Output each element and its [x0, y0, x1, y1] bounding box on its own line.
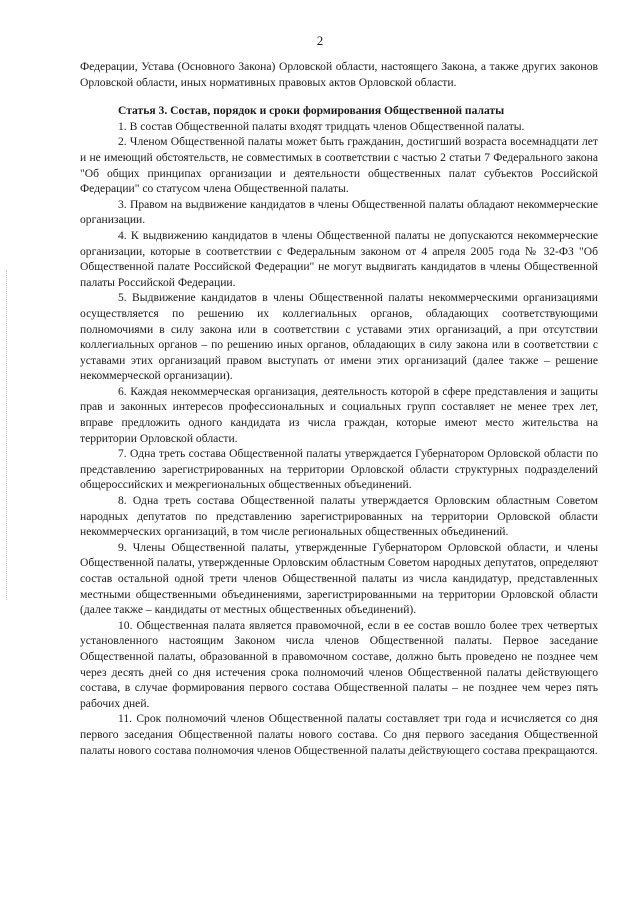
- page-number: 2: [316, 33, 324, 48]
- article-item-8: 8. Одна треть состава Общественной палаты утверждается Орловским областным Советом народных депутатов по представлению зарегистрированных на территории Орловской области некоммерческих организаций, в том числе региональных общественных объединений.: [80, 494, 598, 539]
- article-item-2: 2. Членом Общественной палаты может быть гражданин, достигший возраста восемнадцати лет и не имеющий обстоятельств, не совместимых в соответствии с частью 2 статьи 7 Федерального закона "Об общих принципах организации и деятельности общественных палат субъектов Российской Федерации" со статусом члена Общественной палаты.: [80, 135, 598, 196]
- binding-margin-line: [6, 270, 8, 600]
- article-item-4: 4. К выдвижению кандидатов в члены Общественной палаты не допускаются некоммерческие организации, которые в соответствии с Федеральным законом от 4 апреля 2005 года № 32-ФЗ "Об Общественной палате Российской Федерации" не могут выдвигать кандидатов в члены Общественной палаты Российской Федерации.: [80, 228, 598, 289]
- article-item-5: 5. Выдвижение кандидатов в члены Общественной палаты некоммерческими организациями осуществляется по решению их коллегиальных органов, обладающих соответствующими полномочиями в силу закона или в соответствии с уставами этих организаций, а при отсутствии коллегиальных органов – по решению иных органов, обладающих в силу закона или в соответствии с уставами этих организаций правом выступать от имени этих организаций (далее также – решение некоммерческой организации).: [80, 291, 598, 383]
- document-body: [80, 59, 598, 758]
- article-item-6: 6. Каждая некоммерческая организация, деятельность которой в сфере представления и защиты прав и законных интересов профессиональных и социальных групп составляет не менее трех лет, вправе предложить одного кандидата из числа граждан, которые имеют место жительства на территории Орловской области.: [80, 384, 598, 445]
- article-item-7: 7. Одна треть состава Общественной палаты утверждается Губернатором Орловской области по представлению зарегистрированных на территории Орловской области структурных подразделений общероссийских и межрегиональных общественных объединений.: [80, 447, 598, 492]
- article-heading: Статья 3. Состав, порядок и сроки формирования Общественной палаты: [118, 104, 505, 118]
- article-item-9: 9. Члены Общественной палаты, утвержденные Губернатором Орловской области, и члены Общественной палаты, утвержденные Орловским областным Советом народных депутатов, определяют состав остальной одной трети членов Общественной палаты из числа кандидатур, представленных местными общественными объединениями, зарегистрированными на территории Орловской области (далее также – кандидаты от местных общественных объединений).: [80, 540, 598, 617]
- intro-paragraph: Федерации, Устава (Основного Закона) Орловской области, настоящего Закона, а также других законов Орловской области, иных нормативных правовых актов Орловской области.: [80, 60, 598, 89]
- article-item-3: 3. Правом на выдвижение кандидатов в члены Общественной палаты обладают некоммерческие организации.: [80, 197, 598, 227]
- article-item-11: 11. Срок полномочий членов Общественной палаты составляет три года и исчисляется со дня первого заседания Общественной палаты нового состава. Со дня первого заседания Общественной палаты нового состава полномочия членов Общественной палаты действующего состава прекращаются.: [80, 712, 598, 757]
- article-item-10: 10. Общественная палата является правомочной, если в ее состав вошло более трех четвертых установленного настоящим Законом числа членов Общественной палаты. Первое заседание Общественной палаты, образованной в правомочном составе, должно быть проведено не позднее чем через десять дней со дня истечения срока полномочий членов Общественной палаты действующего состава, в случае формирования первого состава Общественной палаты – не позднее чем через пять рабочих дней.: [80, 618, 598, 710]
- article-item-1: 1. В состав Общественной палаты входят тридцать членов Общественной палаты.: [118, 119, 525, 133]
